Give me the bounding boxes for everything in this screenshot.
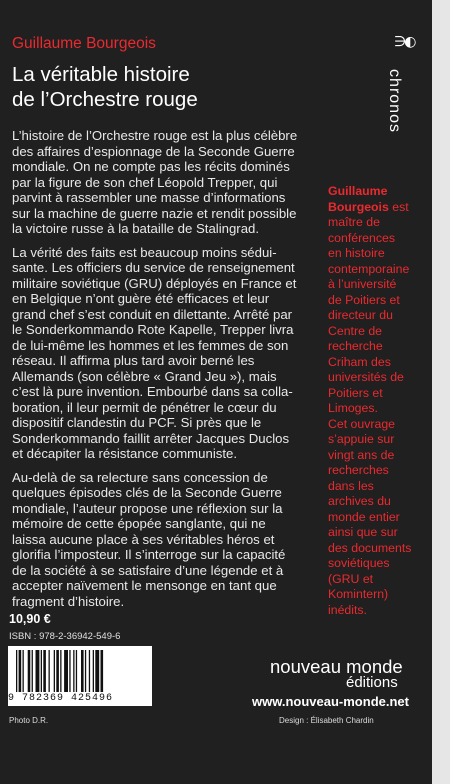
bio-line: Poitiers et [328,385,383,400]
summary-line: mondiale. On ne compte pas les récits dominés [12,159,290,174]
collection-name: chronos [385,69,403,133]
bio-line: en histoire [328,246,385,260]
photo-credit: Photo D.R. [9,716,49,725]
bio-author-name: Bourgeois [328,199,389,214]
bio-line: dans les [328,478,374,493]
summary-line: en Belgique n’ont guère été efficaces et leur [12,291,270,306]
bio-line: contemporaine [328,261,410,276]
bio-line: ainsi que sur [328,525,398,539]
summary-line: Au-delà de sa relecture sans concession de [12,469,268,485]
publisher-subtitle: éditions [346,674,398,691]
bio-line: (GRU et [328,571,374,586]
page-edge [432,0,450,784]
summary-paragraph [12,128,312,237]
bio-line: soviétiques [328,556,390,570]
bio-line: Limoges. [328,401,378,415]
bio-line [328,200,432,216]
summary-line: parvint à rassembler une masse d’informations [12,190,286,205]
bio-line: Centre de [328,323,383,338]
publisher-url: www.nouveau-monde.net [252,694,409,709]
summary-line: La vérité des faits est beaucoup moins sédui- [12,244,277,260]
summary-line: et décapiter la résistance communiste. [12,446,238,461]
design-credit: Design : Élisabeth Chardin [279,716,374,725]
summary-line: quelques épisodes clés de la Seconde Guerre [12,485,282,500]
barcode [8,646,152,706]
bio-line: maître de [328,215,380,229]
price: 10,90 € [9,612,51,626]
summary-line: glorifia l’imposteur. Il s’interroge sur la capacité [12,547,286,562]
summary-line: L’histoire de l’Orchestre rouge est la plus célèbre [12,128,298,143]
summary-line: sante. Les officiers du service de renseignement [12,260,295,275]
summary-line: la victoire russe à la bataille de Stalingrad. [12,221,260,236]
bio-line: Criham des [328,354,391,369]
summary-line: accepter naïvement le mensonge en tant que [12,578,277,593]
summary-line: laissa aucune place à ses véritables héros et [12,531,275,547]
summary-line: réseau. Il affirma plus tard avoir berné les [12,353,255,368]
summary-line: mémoire de cette épopée sanglante, qui ne [12,516,266,531]
summary-line: mondiale, l’auteur propose une réflexion sur la [12,500,283,516]
chronos-logo [385,34,418,144]
summary-line: fragment d’histoire. [12,593,125,609]
summary-line: boration, il leur permit de pénétrer le cœur du [12,399,277,415]
title-line: de l’Orchestre rouge [12,88,198,111]
author-bio [328,184,432,618]
summary-line: grand chef s’est conduit en dilettante. Arrêté par [12,306,293,322]
bio-line: directeur du [328,308,393,322]
bio-line: conférences [328,230,395,245]
summary-line: dispositif clandestin du PCF. Si près que le [12,415,262,430]
bio-line: monde entier [328,509,400,524]
summary-line: Sonderkommando faillit arrêter Jacques Duclos [12,430,290,446]
summary-line: sur la machine de guerre nazie et rendit possible [12,205,297,221]
bio-author-name: Guillaume [328,184,388,198]
bio-line: recherche [328,339,383,353]
barcode-digits: 9 782369 425496 [8,693,114,704]
summary-line: c’est là pure invention. Embourbé dans sa colla- [12,384,293,399]
summary-line: par la figure de son chef Léopold Trepper, qui [12,174,278,190]
summary-line: de la société à se satisfaire d’une légende et à [12,562,284,578]
summary-paragraph [12,245,312,462]
summary-line: militaire soviétique (GRU) déployés en France et [12,275,297,291]
publisher-name: nouveau monde [270,656,403,677]
bio-line: des documents [328,540,412,555]
isbn: ISBN : 978-2-36942-549-6 [9,631,121,642]
chronos-mark-icon: ∋◐ [394,34,415,50]
bio-text: est [388,199,409,214]
bio-line: archives du [328,494,391,508]
barcode-bars-icon [14,650,146,692]
book-title [12,62,312,112]
summary-line: de lui-même les hommes et les femmes de son [12,337,289,353]
bio-line: à l’université [328,277,397,291]
bio-line: s’appuie sur [328,432,395,446]
bio-line: vingt ans de [328,447,395,462]
summary-line: le Sonderkommando Rote Kapelle, Trepper livra [12,322,294,337]
bio-line: de Poitiers et [328,292,400,307]
summary-line: des affaires d’espionnage de la Seconde Guerre [12,143,295,159]
author-name: Guillaume Bourgeois [12,35,156,52]
title-line: La véritable histoire [12,63,190,86]
bio-line: universités de [328,370,404,384]
summary-paragraph [12,470,312,610]
bio-line: inédits. [328,602,367,617]
summary-line: Allemands (son célèbre « Grand Jeu »), mais [12,368,277,384]
bio-line: recherches [328,463,389,477]
bio-line: Komintern) [328,587,389,601]
summary-text [12,128,312,617]
bio-line: Cet ouvrage [328,416,395,431]
